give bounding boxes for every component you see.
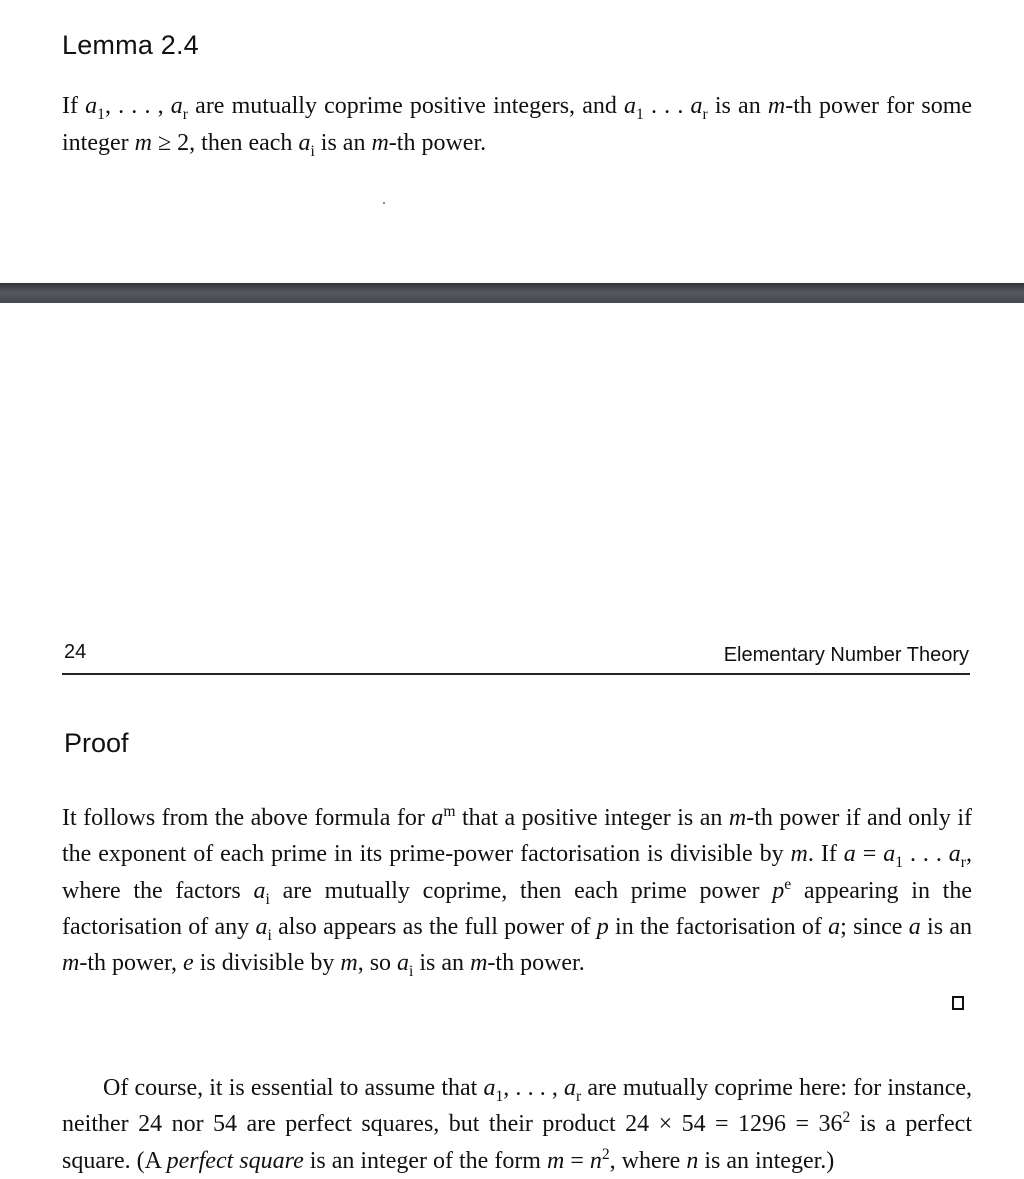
page-separator: [0, 283, 1024, 303]
subscript: 1: [97, 105, 105, 123]
subscript: r: [960, 854, 966, 872]
lemma-statement: If $a_1$, . . . , $a_r$ are mutually coprime positive integers, and $a_1$ . . . $a_r$ is an m-th power for some integer m ≥ 2, then each $a_i$ is an m-th power.: [62, 93, 973, 160]
math-symbol: a: [255, 913, 268, 940]
math-symbol: e: [183, 950, 194, 977]
math-symbol: n: [686, 1147, 699, 1174]
math-symbol: a: [253, 877, 266, 904]
math-symbol: a: [85, 93, 98, 119]
subscript: r: [576, 1087, 582, 1105]
math-symbol: a: [828, 913, 841, 940]
subscript: r: [182, 105, 188, 123]
math-symbol: a: [843, 841, 856, 868]
qed-square-icon: [952, 996, 964, 1010]
subscript: 1: [895, 854, 903, 872]
superscript: 2: [842, 1109, 851, 1127]
subscript: 1: [636, 105, 644, 123]
math-symbol: m: [340, 950, 358, 977]
math-symbol: a: [948, 841, 961, 868]
superscript: e: [784, 875, 792, 893]
lemma-heading: Lemma 2.4: [62, 30, 199, 60]
math-symbol: m: [62, 950, 80, 977]
math-symbol: a: [908, 913, 921, 940]
math-symbol: a: [564, 1075, 577, 1101]
proof-heading: Proof: [64, 728, 129, 758]
emphasis: perfect square: [166, 1147, 304, 1174]
subscript: i: [409, 962, 414, 980]
remark-paragraph: Of course, it is essential to assume that $a_1$, . . . , $a_r$ are mutually coprime here: for instance, neither 24 nor 54 are perfect squares, but their product $24 \times 54 = 1296 = 36^2$ is a perfect square. (A perfect square is an integer of the form $m = n^2$, where n is an integer.): [62, 1075, 972, 1174]
math-symbol: m: [767, 93, 786, 119]
math-symbol: m: [790, 841, 808, 868]
subscript: i: [265, 890, 270, 908]
math-symbol: n: [589, 1147, 602, 1174]
math-symbol: m: [134, 130, 152, 156]
subscript: i: [267, 926, 272, 944]
top-page: [0, 0, 1024, 283]
subscript: i: [310, 142, 315, 160]
subscript: 1: [495, 1087, 504, 1105]
bottom-page: [0, 303, 1024, 1174]
math-symbol: a: [431, 805, 444, 831]
math-symbol: m: [470, 950, 488, 977]
running-head: Elementary Number Theory: [723, 644, 969, 666]
math-symbol: m: [546, 1147, 565, 1174]
header-rule: [62, 673, 970, 675]
math-symbol: p: [772, 877, 785, 904]
math-symbol: a: [483, 1075, 496, 1101]
math-symbol: a: [624, 93, 637, 119]
scan-speck: [383, 202, 385, 204]
math-symbol: a: [883, 841, 896, 868]
superscript: m: [443, 803, 456, 820]
proof-paragraph: It follows from the above formula for $a^m$ that a positive integer is an m-th power if and only if the exponent of each prime in its prime-power factorisation is divisible by m. If $a = a_1$ . . . $a_r$, where the factors $a_i$ are mutually coprime, then each prime power $p^e$ appearing in the factorisation of any $a_i$ also appears as the full power of p in the factorisation of a; since a is an m-th power, e is divisible by m, so $a_i$ is an m-th power.: [62, 803, 973, 980]
math-symbol: m: [728, 805, 747, 831]
subscript: r: [702, 105, 708, 123]
math-symbol: a: [170, 93, 183, 119]
math-symbol: a: [690, 93, 703, 119]
math-symbol: m: [371, 130, 389, 156]
page-number: 24: [64, 641, 87, 663]
superscript: 2: [601, 1145, 610, 1163]
math-symbol: a: [397, 950, 410, 977]
math-symbol: p: [596, 913, 609, 940]
math-symbol: a: [298, 130, 311, 156]
